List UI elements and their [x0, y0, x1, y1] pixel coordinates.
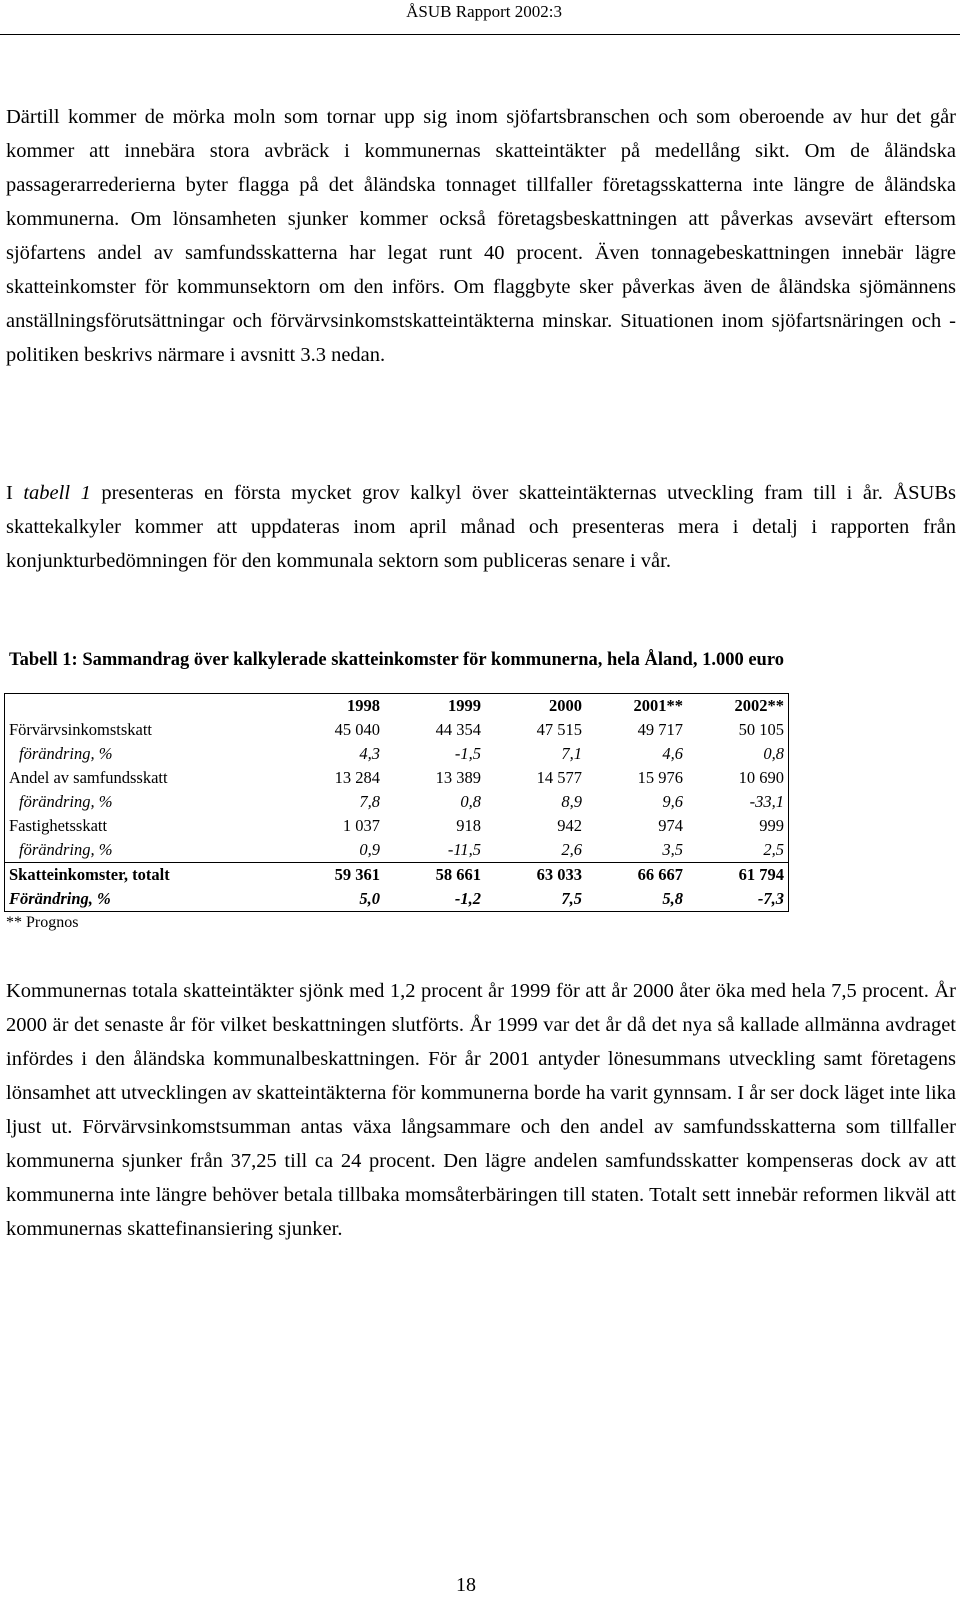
table-cell: 59 361 — [283, 863, 384, 888]
table-cell: 15 976 — [637, 768, 683, 787]
header-cell-2000: 2000 — [485, 694, 586, 719]
table-cell: 8,9 — [561, 792, 582, 811]
table-cell: 13 284 — [334, 768, 380, 787]
row-label: Andel av samfundsskatt — [5, 766, 284, 790]
table-cell: -1,5 — [454, 744, 481, 763]
table-cell: -11,5 — [447, 840, 481, 859]
table-cell: 0,8 — [460, 792, 481, 811]
table-cell: 49 717 — [637, 720, 683, 739]
header-cell-2002: 2002** — [687, 694, 789, 719]
header-cell-label — [5, 694, 284, 719]
table-caption: Tabell 1: Sammandrag över kalkylerade skatteinkomster för kommunerna, hela Åland, 1.000 euro — [9, 650, 784, 670]
row-label: förändring, % — [5, 742, 284, 766]
paragraph-shipping: Därtill kommer de mörka moln som tornar upp sig inom sjöfartsbranschen och som oberoende av hur det går kommer att innebära stora avbräck i kommunernas skatteintäkter på medellång sikt. Om de åländska passagerarrederierna byter flagga på det åländska tonnaget tillfaller företagsskatterna inte längre de åländska kommunerna. Om lönsamheten sjunker kommer också företagsbeskattningen att påverkas avsevärt eftersom sjöfartens andel av samfundsskatterna har legat runt 40 procent. Även tonnagebeskattningen innebär lägre skatteinkomster för kommunsektorn om den införs. Om flaggbyte sker påverkas även de åländska sjömännens anställningsförutsättningar och förvärvsinkomstskatteintäkterna minskar. Situationen inom sjöfartsnäringen och - politiken beskrivs närmare i avsnitt 3.3 nedan. — [6, 106, 956, 366]
paragraph-tax-development: Kommunernas totala skatteintäkter sjönk med 1,2 procent år 1999 för att år 2000 åter öka med hela 7,5 procent. År 2000 är det senaste år för vilket beskattningen slutförts. År 1999 var det år då det nya så kallade allmänna avdraget infördes i den åländska kommunalbeskattningen. För år 2001 antyder lönesummans utveckling samt företagens lönsamhet att utvecklingen av skatteintäkterna för kommunerna borde ha varit gynnsam. I år ser dock läget inte lika ljust ut. Förvärvsinkomstsumman antas växa långsammare och den andel av samfundsskatterna som tillfaller kommunerna sjunker från 37,25 till ca 24 procent. Den lägre andelen samfundsskatter kompenseras dock av att kommunerna inte längre behöver betala tillbaka momsåterbäringen till staten. Totalt sett innebär reformen likväl att kommunernas skattefinansiering sjunker. — [6, 980, 956, 1240]
table-row-total-change — [5, 887, 789, 912]
table-cell: 7,5 — [485, 887, 586, 912]
table-cell: 7,8 — [359, 792, 380, 811]
table-cell: 44 354 — [435, 720, 481, 739]
table-cell: 2,5 — [687, 838, 789, 863]
table-row — [5, 814, 789, 838]
table-cell: 4,6 — [662, 744, 683, 763]
table-cell: 13 389 — [435, 768, 481, 787]
table-cell: 2,6 — [561, 840, 582, 859]
table-cell: -7,3 — [687, 887, 789, 912]
table-cell: -33,1 — [687, 790, 789, 814]
header-divider — [0, 34, 960, 35]
table-cell: -1,2 — [384, 887, 485, 912]
table-cell: 47 515 — [536, 720, 582, 739]
table-cell: 45 040 — [334, 720, 380, 739]
table-cell: 10 690 — [687, 766, 789, 790]
table-cell: 58 661 — [384, 863, 485, 888]
table-cell: 14 577 — [536, 768, 582, 787]
header-cell-1999: 1999 — [384, 694, 485, 719]
row-label: Fastighetsskatt — [5, 814, 284, 838]
table-row — [5, 838, 789, 863]
table-footnote: ** Prognos — [6, 914, 79, 931]
header-cell-1998: 1998 — [283, 694, 384, 719]
table-cell: 61 794 — [687, 863, 789, 888]
table-cell: 66 667 — [586, 863, 687, 888]
table-cell: 9,6 — [662, 792, 683, 811]
table-header-row — [5, 694, 789, 719]
table-cell: 3,5 — [662, 840, 683, 859]
table-intro-text-end: presenteras en första mycket grov kalkyl över skatteintäkternas utveckling fram till i år. ÅSUBs skattekalkyler kommer att uppdateras inom april månad och presenteras mera i detalj i rapporten från konjunkturbedömningen för den kommunala sektorn som publiceras senare i vår. — [6, 482, 957, 572]
table-row — [5, 718, 789, 742]
row-label: förändring, % — [5, 790, 284, 814]
table-cell: 942 — [557, 816, 582, 835]
tax-income-table — [4, 693, 789, 912]
row-label: Förändring, % — [5, 887, 284, 912]
table-row-total — [5, 863, 789, 888]
header-cell-2001: 2001** — [586, 694, 687, 719]
row-label: Skatteinkomster, totalt — [5, 863, 284, 888]
table-cell: 63 033 — [485, 863, 586, 888]
table-cell: 0,8 — [687, 742, 789, 766]
table-cell: 918 — [456, 816, 481, 835]
table-cell: 999 — [687, 814, 789, 838]
table-cell: 5,8 — [586, 887, 687, 912]
table-row — [5, 742, 789, 766]
report-header: ÅSUB Rapport 2002:3 — [406, 2, 562, 21]
page-number: 18 — [456, 1574, 476, 1596]
table-cell: 50 105 — [687, 718, 789, 742]
table-cell: 5,0 — [283, 887, 384, 912]
table-cell: 7,1 — [561, 744, 582, 763]
table-cell: 1 037 — [342, 816, 380, 835]
table-row — [5, 790, 789, 814]
row-label: förändring, % — [5, 838, 284, 863]
table-row — [5, 766, 789, 790]
table-cell: 4,3 — [359, 744, 380, 763]
row-label: Förvärvsinkomstskatt — [5, 718, 284, 742]
table-cell: 0,9 — [359, 840, 380, 859]
table-reference: tabell 1 — [23, 482, 91, 504]
table-intro-text-start: I — [6, 482, 24, 504]
paragraph-table-intro — [6, 476, 956, 578]
table-cell: 974 — [658, 816, 683, 835]
